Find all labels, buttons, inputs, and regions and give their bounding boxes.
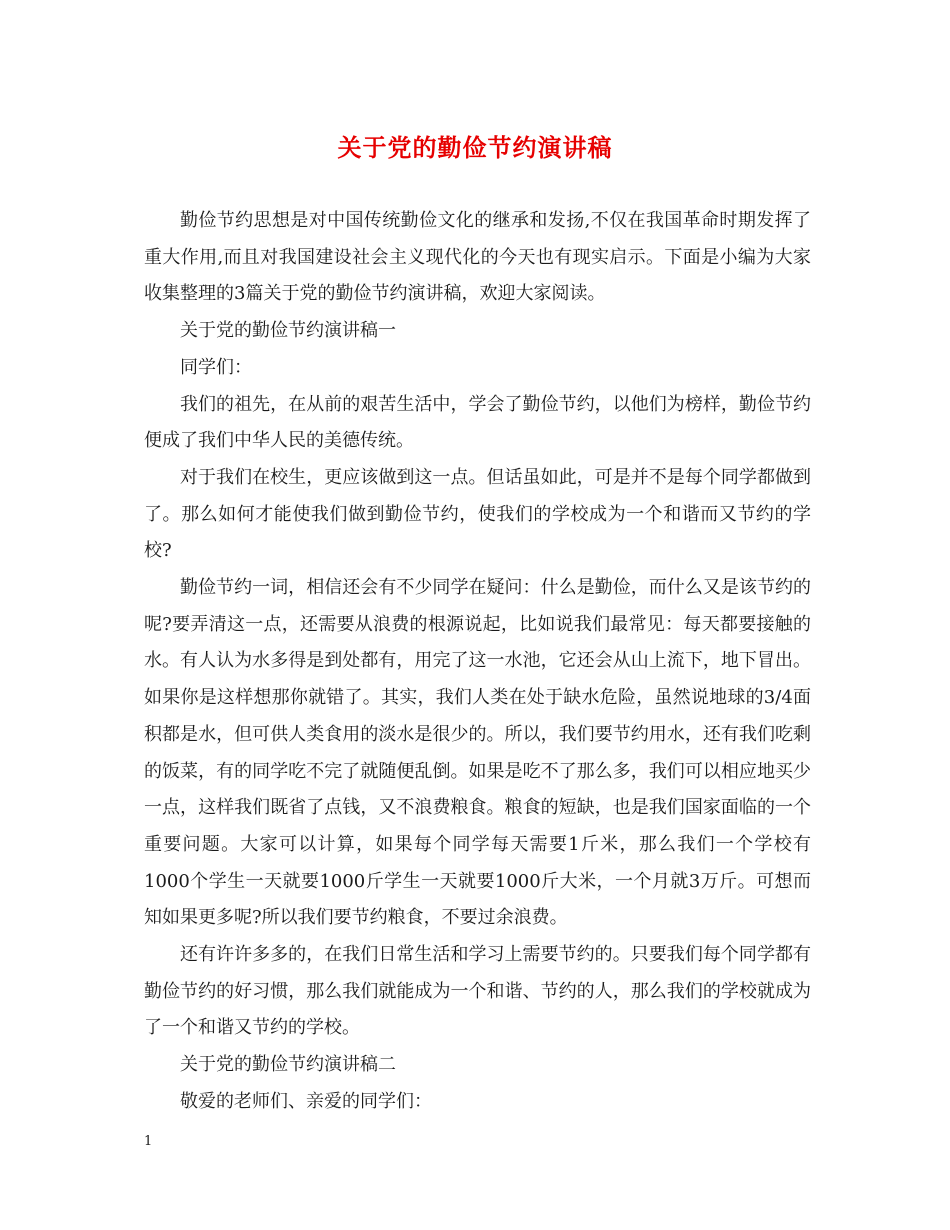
section-heading-1: 关于党的勤俭节约演讲稿一 <box>180 320 396 342</box>
body-paragraph: 对于我们在校生，更应该做到这一点。但话虽如此，可是并不是每个同学都做到了。那么如何才能使我们做到勤俭节约，使我们的学校成为一个和谐而又节约的学校? <box>144 466 811 562</box>
document-body <box>144 203 811 1121</box>
body-paragraph: 还有许许多多的，在我们日常生活和学习上需要节约的。只要我们每个同学都有勤俭节约的好习惯，那么我们就能成为一个和谐、节约的人，那么我们的学校就成为了一个和谐又节约的学校。 <box>144 944 811 1039</box>
page-number: 1 <box>144 1134 153 1149</box>
intro-paragraph: 勤俭节约思想是对中国传统勤俭文化的继承和发扬,不仅在我国革命时期发挥了重大作用,而且对我国建设社会主义现代化的今天也有现实启示。下面是小编为大家收集整理的3篇关于党的勤俭节约演讲稿，欢迎大家阅读。 <box>144 210 811 305</box>
salutation-1: 同学们： <box>180 356 252 378</box>
section-heading-2: 关于党的勤俭节约演讲稿二 <box>180 1054 396 1076</box>
body-paragraph: 我们的祖先，在从前的艰苦生活中，学会了勤俭节约，以他们为榜样，勤俭节约便成了我们中华人民的美德传统。 <box>144 393 811 452</box>
salutation-2: 敬爱的老师们、亲爱的同学们： <box>180 1090 432 1112</box>
body-paragraph: 勤俭节约一词，相信还会有不少同学在疑问：什么是勤俭，而什么又是该节约的呢?要弄清这一点，还需要从浪费的根源说起，比如说我们最常见：每天都要接触的水。有人认为水多得是到处都有，用完了这一水池，它还会从山上流下，地下冒出。如果你是这样想那你就错了。其实，我们人类在处于缺水危险，虽然说地球的3/4面积都是水，但可供人类食用的淡水是很少的。所以，我们要节约用水，还有我们吃剩的饭菜，有的同学吃不完了就随便乱倒。如果是吃不了那么多，我们可以相应地买少一点，这样我们既省了点钱，又不浪费粮食。粮食的短缺，也是我们国家面临的一个重要问题。大家可以计算，如果每个同学每天需要1斤米，那么我们一个学校有1000个学生一天就要1000斤学生一天就要1000斤大米，一个月就3万斤。可想而知如果更多呢?所以我们要节约粮食，不要过余浪费。 <box>144 577 811 929</box>
document-title: 关于党的勤俭节约演讲稿 <box>337 133 613 162</box>
